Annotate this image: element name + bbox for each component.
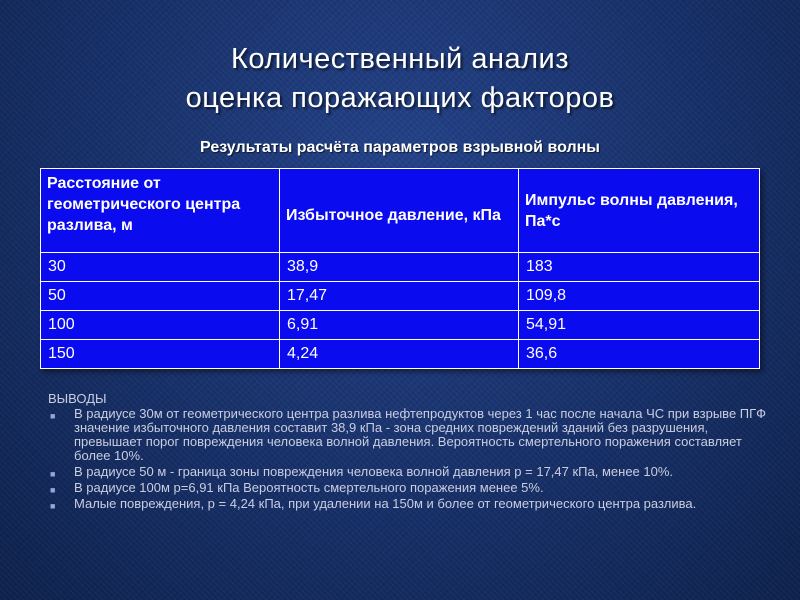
header-overpressure: Избыточное давление, кПа <box>280 169 519 253</box>
list-item <box>48 407 768 463</box>
list-item-text: Малые повреждения, р = 4,24 кПа, при удалении на 150м и более от геометрического центра разлива. <box>74 496 697 511</box>
cell-distance: 50 <box>41 282 280 311</box>
header-impulse: Импульс волны давления, Па*с <box>519 169 760 253</box>
cell-impulse: 54,91 <box>519 311 760 340</box>
list-item <box>48 465 768 479</box>
conclusions-section <box>48 392 768 513</box>
cell-overpressure: 38,9 <box>280 253 519 282</box>
conclusions-heading: ВЫВОДЫ <box>48 391 107 406</box>
cell-distance: 150 <box>41 340 280 369</box>
header-distance: Расстояние от геометрического центра разлива, м <box>41 169 280 253</box>
conclusions-list <box>48 407 768 511</box>
square-bullet-icon: ■ <box>50 501 56 511</box>
square-bullet-icon: ■ <box>50 411 56 421</box>
cell-impulse: 183 <box>519 253 760 282</box>
square-bullet-icon: ■ <box>50 469 56 479</box>
table-caption: Результаты расчёта параметров взрывной волны <box>200 139 600 156</box>
table-header-row <box>41 169 760 253</box>
cell-distance: 100 <box>41 311 280 340</box>
cell-impulse: 109,8 <box>519 282 760 311</box>
list-item-text: В радиусе 100м р=6,91 кПа Вероятность смертельного поражения менее 5%. <box>74 480 544 495</box>
list-item <box>48 481 768 495</box>
square-bullet-icon: ■ <box>50 485 56 495</box>
table-row <box>41 340 760 369</box>
cell-overpressure: 6,91 <box>280 311 519 340</box>
list-item-text: В радиусе 30м от геометрического центра разлива нефтепродуктов через 1 час после начала ЧС при взрыве ПГФ значение избыточного давления составит 38,9 кПа - зона средних повреждений зданий без разрушения, превышает порог повреждения человека волной давления. Вероятность смертельного поражения составляет более 10%. <box>74 406 767 463</box>
slide-title-line-1: Количественный анализ <box>230 43 570 75</box>
table-row <box>41 311 760 340</box>
cell-distance: 30 <box>41 253 280 282</box>
cell-overpressure: 17,47 <box>280 282 519 311</box>
table-row <box>41 253 760 282</box>
list-item-text: В радиусе 50 м - граница зоны повреждения человека волной давления р = 17,47 кПа, менее 10%. <box>74 464 674 479</box>
results-table <box>40 168 760 369</box>
cell-impulse: 36,6 <box>519 340 760 369</box>
slide-title <box>0 40 800 118</box>
table-row <box>41 282 760 311</box>
slide-title-line-2: оценка поражающих факторов <box>185 82 615 114</box>
list-item <box>48 497 768 511</box>
cell-overpressure: 4,24 <box>280 340 519 369</box>
